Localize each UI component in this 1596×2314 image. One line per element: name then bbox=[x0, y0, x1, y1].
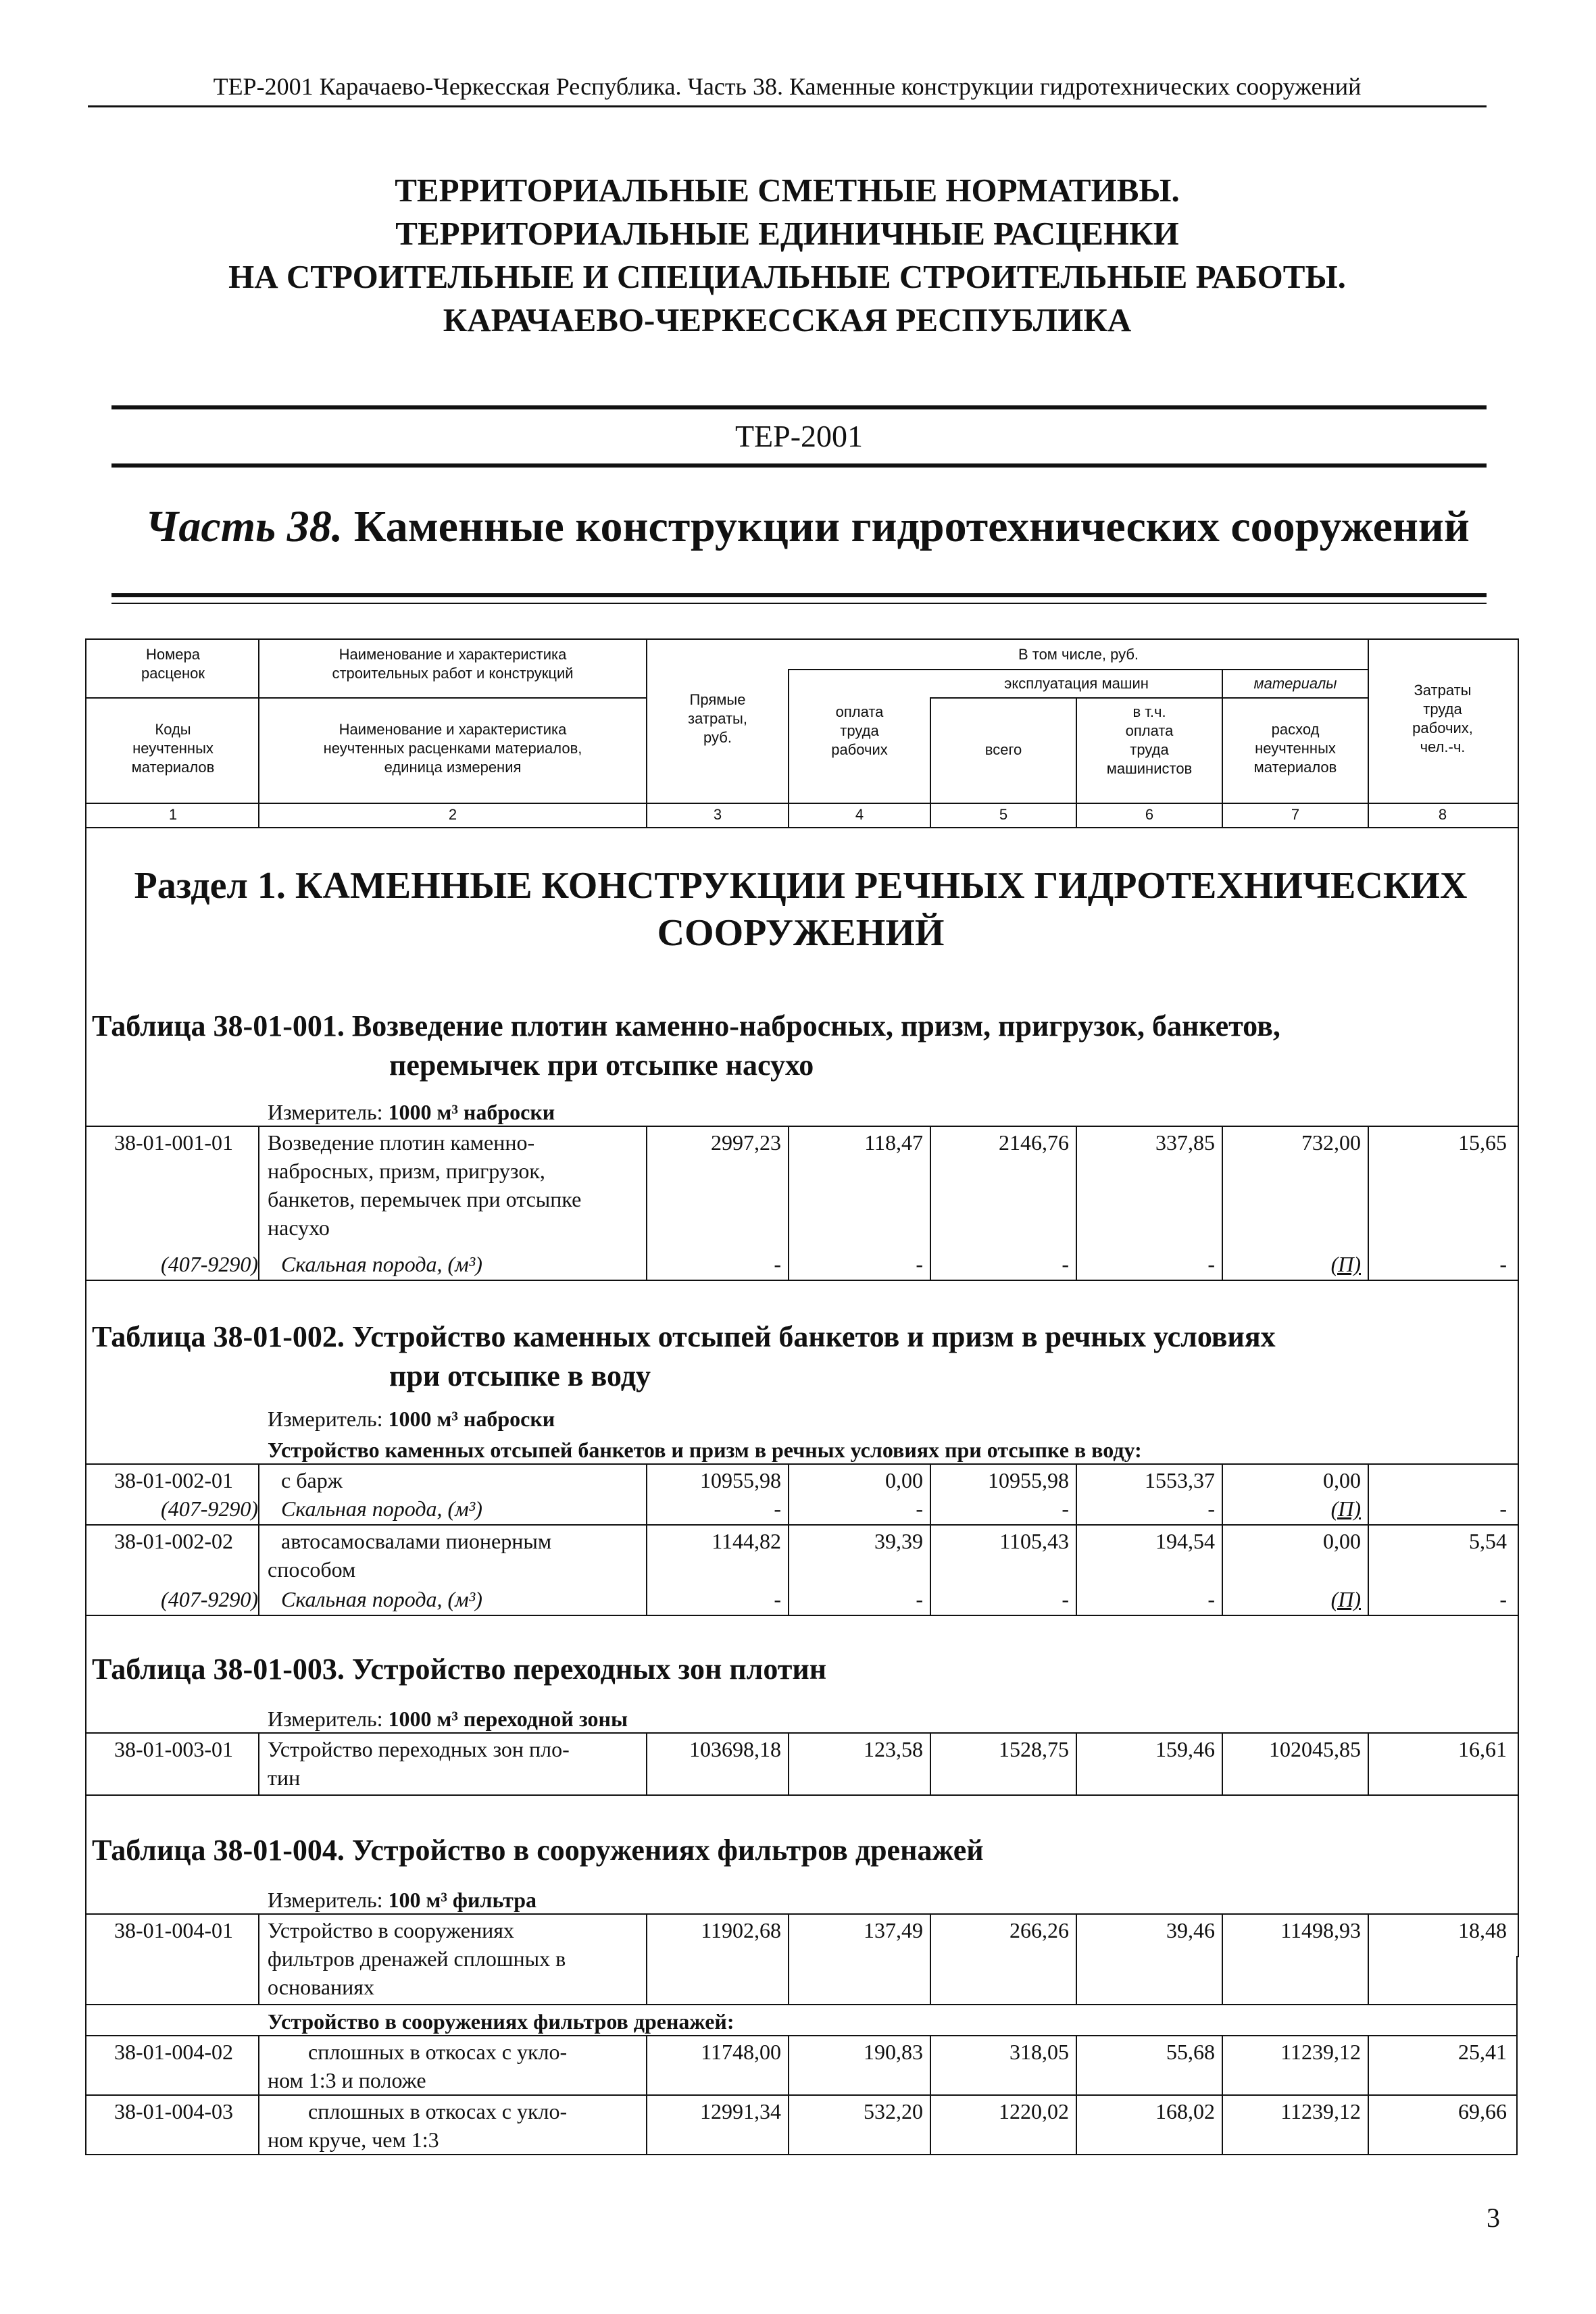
machines-total: 10955,98 bbox=[988, 1468, 1069, 1492]
rate-code: 38-01-004-01 bbox=[114, 1918, 233, 1942]
labor-hours: 18,48 bbox=[1458, 1918, 1507, 1942]
header-text: машинистов bbox=[1106, 760, 1193, 777]
materials: 11239,12 bbox=[1280, 2099, 1361, 2123]
col-line bbox=[788, 1463, 789, 1616]
table-title: Таблица 38-01-004. Устройство в сооружениях фильтров дренажей bbox=[92, 1834, 984, 1867]
row-line bbox=[85, 1126, 1518, 1127]
part-rule-thick bbox=[111, 593, 1487, 597]
header-col1-bottom bbox=[88, 720, 258, 777]
col-number: 6 bbox=[1145, 806, 1154, 823]
labor-hours: - bbox=[1499, 1252, 1507, 1276]
materials: 11498,93 bbox=[1280, 1918, 1361, 1942]
header-text: оплата bbox=[1125, 722, 1174, 739]
labor-pay: 0,00 bbox=[885, 1468, 923, 1492]
labor-pay: 190,83 bbox=[864, 2040, 923, 2064]
header-text: неучтенных расценками материалов, bbox=[323, 740, 582, 757]
header-text: материалов bbox=[131, 759, 215, 776]
labor-hours: - bbox=[1499, 1496, 1507, 1521]
direct-costs: 12991,34 bbox=[700, 2099, 781, 2123]
table-title-cont: при отсыпке в воду bbox=[389, 1359, 651, 1392]
materials: (П) bbox=[1330, 1252, 1361, 1276]
header-text: единица измерения bbox=[384, 759, 522, 776]
col-line bbox=[646, 1732, 647, 1796]
header-col8 bbox=[1369, 681, 1516, 757]
row-line bbox=[85, 1913, 1518, 1915]
col-line bbox=[1222, 1732, 1223, 1796]
header-text: Коды bbox=[155, 721, 191, 738]
work-description: сплошных в откосах с укло- bbox=[308, 2040, 568, 2064]
work-description: сплошных в откосах с укло- bbox=[308, 2099, 568, 2123]
measure-value: 1000 м³ наброски bbox=[388, 1100, 555, 1124]
material-description: Скальная порода, (м³) bbox=[281, 1587, 482, 1611]
rate-code: 38-01-004-02 bbox=[114, 2040, 233, 2064]
measure-unit bbox=[268, 1705, 628, 1732]
desc-line: основаниях bbox=[268, 1975, 374, 1999]
row-line bbox=[85, 1732, 1518, 1734]
col-line bbox=[1222, 2035, 1223, 2155]
col-line bbox=[646, 1126, 647, 1281]
work-description-cont: ном 1:3 и положе bbox=[268, 2068, 426, 2092]
measure-label: Измеритель: bbox=[268, 1100, 383, 1124]
desc-line: Возведение плотин каменно- bbox=[268, 1130, 535, 1155]
row-line bbox=[85, 1615, 1518, 1616]
header-text: строительных работ и конструкций bbox=[332, 665, 574, 682]
machines-total: 1528,75 bbox=[999, 1737, 1069, 1761]
direct-costs: 10955,98 bbox=[700, 1468, 781, 1492]
col-number: 7 bbox=[1291, 806, 1300, 823]
machinists-pay: 168,02 bbox=[1155, 2099, 1215, 2123]
header-machines-group: эксплуатация машин bbox=[1004, 675, 1149, 692]
row-line bbox=[85, 1463, 1518, 1465]
col-line bbox=[1368, 1463, 1369, 1616]
col-line bbox=[646, 2035, 647, 2155]
machinists-pay: 337,85 bbox=[1155, 1130, 1215, 1155]
col-line bbox=[930, 1463, 931, 1616]
machines-total: 1220,02 bbox=[999, 2099, 1069, 2123]
direct-costs: - bbox=[774, 1252, 781, 1276]
col-number: 4 bbox=[855, 806, 864, 823]
header-text: затраты, bbox=[688, 710, 747, 727]
col-line bbox=[1076, 1126, 1077, 1281]
machinists-pay: - bbox=[1207, 1587, 1215, 1611]
header-col3 bbox=[647, 690, 788, 747]
ter-rule-top bbox=[111, 405, 1487, 409]
col-line bbox=[930, 1126, 931, 1281]
header-col2-top bbox=[259, 645, 646, 683]
document-title bbox=[88, 169, 1487, 342]
col-line bbox=[1076, 1913, 1077, 2005]
header-text: Наименование и характеристика bbox=[339, 721, 567, 738]
col-number: 2 bbox=[448, 806, 457, 823]
labor-pay: - bbox=[916, 1496, 923, 1521]
direct-costs: 11902,68 bbox=[701, 1918, 781, 1942]
desc-line: банкетов, перемычек при отсыпке bbox=[268, 1187, 582, 1211]
rate-code: 38-01-002-02 bbox=[114, 1529, 233, 1553]
labor-hours: - bbox=[1499, 1587, 1507, 1611]
machines-total: - bbox=[1062, 1252, 1069, 1276]
material-description: Скальная порода, (м³) bbox=[281, 1496, 482, 1521]
col-line bbox=[1368, 1126, 1369, 1281]
title-line-1: ТЕРРИТОРИАЛЬНЫЕ СМЕТНЫЕ НОРМАТИВЫ. bbox=[395, 172, 1180, 209]
col-line bbox=[258, 1126, 259, 1281]
header-text: Номера bbox=[146, 646, 200, 663]
col-line bbox=[930, 2035, 931, 2155]
header-text: расценок bbox=[141, 665, 205, 682]
title-line-3: НА СТРОИТЕЛЬНЫЕ И СПЕЦИАЛЬНЫЕ СТРОИТЕЛЬНЫЕ РАБОТЫ. bbox=[228, 258, 1346, 295]
col-line bbox=[930, 1913, 931, 2005]
header-col5: всего bbox=[984, 741, 1022, 758]
row-line bbox=[85, 1524, 1518, 1526]
header-col6 bbox=[1077, 703, 1222, 778]
col-line bbox=[1222, 1913, 1223, 2005]
machines-total: - bbox=[1062, 1587, 1069, 1611]
col-line bbox=[788, 1126, 789, 1281]
rate-code: 38-01-002-01 bbox=[114, 1468, 233, 1492]
table-right-border bbox=[1516, 1956, 1518, 2155]
work-description bbox=[268, 1128, 646, 1242]
row-line bbox=[85, 2094, 1518, 2096]
header-materials-group: материалы bbox=[1253, 675, 1337, 692]
machinists-pay: 1553,37 bbox=[1145, 1468, 1215, 1492]
measure-value: 1000 м³ переходной зоны bbox=[388, 1707, 628, 1731]
machinists-pay: 194,54 bbox=[1155, 1529, 1215, 1553]
header-text: в т.ч. bbox=[1132, 703, 1166, 720]
header-text: Прямые bbox=[689, 691, 746, 708]
desc-line: набросных, призм, пригрузок, bbox=[268, 1159, 545, 1183]
work-description: автосамосвалами пионерным bbox=[281, 1529, 552, 1553]
measure-label: Измеритель: bbox=[268, 1407, 383, 1431]
col-line bbox=[1076, 1732, 1077, 1796]
col-line bbox=[646, 1913, 647, 2005]
work-description bbox=[268, 1916, 646, 2001]
col-line bbox=[1368, 1913, 1369, 2005]
header-hline-bottom bbox=[85, 803, 1518, 804]
header-numbers-bottom bbox=[85, 827, 1518, 828]
work-description-cont: ном круче, чем 1:3 bbox=[268, 2128, 439, 2152]
col-line bbox=[258, 1463, 259, 1616]
measure-unit bbox=[268, 1886, 537, 1913]
part-name: Каменные конструкции гидротехнических сооружений bbox=[353, 502, 1470, 551]
header-text: материалов bbox=[1253, 759, 1337, 776]
machines-total: 2146,76 bbox=[999, 1130, 1069, 1155]
header-text: Затраты bbox=[1414, 682, 1472, 699]
work-description-cont: тин bbox=[268, 1765, 301, 1790]
labor-pay: - bbox=[916, 1587, 923, 1611]
header-text: неучтенных bbox=[132, 740, 214, 757]
running-header: ТЕР-2001 Карачаево-Черкесская Республика. Часть 38. Каменные конструкции гидротехнических сооружений bbox=[213, 73, 1362, 100]
part-rule-thin bbox=[111, 603, 1487, 604]
header-hline-left bbox=[85, 697, 647, 699]
labor-hours: 25,41 bbox=[1458, 2040, 1507, 2064]
table-title: Таблица 38-01-001. Возведение плотин каменно-набросных, призм, пригрузок, банкетов, bbox=[92, 1009, 1280, 1042]
materials: (П) bbox=[1330, 1496, 1361, 1521]
header-text: рабочих bbox=[831, 741, 888, 758]
row-line bbox=[85, 2154, 1518, 2155]
header-text: неучтенных bbox=[1255, 740, 1336, 757]
col-line bbox=[788, 1732, 789, 1796]
direct-costs: 1144,82 bbox=[712, 1529, 781, 1553]
materials: 0,00 bbox=[1323, 1529, 1361, 1553]
part-prefix: Часть 38. bbox=[145, 502, 343, 551]
row-line bbox=[85, 2035, 1518, 2036]
subheading: Устройство каменных отсыпей банкетов и призм в речных условиях при отсыпке в воду: bbox=[268, 1438, 1142, 1462]
measure-unit bbox=[268, 1099, 555, 1126]
machines-total: 266,26 bbox=[1009, 1918, 1069, 1942]
desc-line: фильтров дренажей сплошных в bbox=[268, 1946, 566, 1971]
direct-costs: 11748,00 bbox=[701, 2040, 781, 2064]
row-line bbox=[85, 1794, 1518, 1796]
col-line bbox=[1222, 1463, 1223, 1616]
measure-unit bbox=[268, 1405, 555, 1432]
row-line bbox=[85, 1280, 1518, 1281]
labor-pay: 532,20 bbox=[864, 2099, 923, 2123]
col-line bbox=[646, 1463, 647, 1616]
subheading: Устройство в сооружениях фильтров дренажей: bbox=[268, 2009, 734, 2034]
header-text: расход bbox=[1271, 721, 1320, 738]
measure-value: 100 м³ фильтра bbox=[388, 1888, 537, 1912]
direct-costs: - bbox=[774, 1496, 781, 1521]
labor-hours: 16,61 bbox=[1458, 1737, 1507, 1761]
machines-total: - bbox=[1062, 1496, 1069, 1521]
col-line bbox=[788, 2035, 789, 2155]
machines-total: 318,05 bbox=[1009, 2040, 1069, 2064]
running-header-rule bbox=[88, 105, 1487, 107]
table-left-border bbox=[85, 1956, 86, 2155]
ter-label: ТЕР-2001 bbox=[734, 419, 864, 453]
header-text: Наименование и характеристика bbox=[339, 646, 567, 663]
header-col7 bbox=[1223, 720, 1368, 777]
header-text: руб. bbox=[703, 729, 732, 746]
col-line bbox=[258, 2035, 259, 2155]
labor-hours: 5,54 bbox=[1469, 1529, 1507, 1553]
part-title bbox=[88, 499, 1527, 555]
materials: 732,00 bbox=[1301, 1130, 1361, 1155]
header-text: труда bbox=[1130, 741, 1169, 758]
labor-pay: 123,58 bbox=[864, 1737, 923, 1761]
section-title-line: Раздел 1. КАМЕННЫЕ КОНСТРУКЦИИ РЕЧНЫХ ГИДРОТЕХНИЧЕСКИХ bbox=[134, 865, 1468, 907]
machinists-pay: - bbox=[1207, 1252, 1215, 1276]
col-number: 5 bbox=[999, 806, 1008, 823]
materials: 102045,85 bbox=[1269, 1737, 1361, 1761]
header-group: В том числе, руб. bbox=[1018, 646, 1139, 663]
col-line bbox=[1076, 2035, 1077, 2155]
table-title: Таблица 38-01-003. Устройство переходных зон плотин bbox=[92, 1653, 827, 1686]
labor-hours: 69,66 bbox=[1458, 2099, 1507, 2123]
measure-label: Измеритель: bbox=[268, 1888, 383, 1912]
materials: 0,00 bbox=[1323, 1468, 1361, 1492]
desc-line: Устройство в сооружениях bbox=[268, 1918, 514, 1942]
header-col2-bottom bbox=[259, 720, 646, 777]
labor-pay: - bbox=[916, 1252, 923, 1276]
rate-code: 38-01-001-01 bbox=[114, 1130, 233, 1155]
work-description: Устройство переходных зон пло- bbox=[268, 1737, 570, 1761]
col-number: 8 bbox=[1438, 806, 1447, 823]
col-line bbox=[788, 1913, 789, 2005]
section-title bbox=[88, 862, 1514, 957]
work-description: с барж bbox=[281, 1468, 343, 1492]
title-line-4: КАРАЧАЕВО-ЧЕРКЕССКАЯ РЕСПУБЛИКА bbox=[443, 301, 1132, 338]
header-col1-top bbox=[88, 645, 258, 683]
materials: 11239,12 bbox=[1280, 2040, 1361, 2064]
col-line bbox=[930, 1732, 931, 1796]
work-description-cont: способом bbox=[268, 1557, 356, 1582]
labor-pay: 39,39 bbox=[874, 1529, 923, 1553]
header-text: труда bbox=[1423, 701, 1462, 718]
direct-costs: - bbox=[774, 1587, 781, 1611]
desc-line: насухо bbox=[268, 1215, 330, 1240]
col-line bbox=[1222, 1126, 1223, 1281]
ter-rule-bottom bbox=[111, 463, 1487, 468]
material-code: (407-9290) bbox=[161, 1587, 258, 1611]
machinists-pay: 159,46 bbox=[1155, 1737, 1215, 1761]
material-code: (407-9290) bbox=[161, 1252, 258, 1276]
machinists-pay: 39,46 bbox=[1166, 1918, 1215, 1942]
labor-pay: 118,47 bbox=[864, 1130, 923, 1155]
material-description: Скальная порода, (м³) bbox=[281, 1252, 482, 1276]
table-title: Таблица 38-01-002. Устройство каменных отсыпей банкетов и призм в речных условиях bbox=[92, 1320, 1276, 1353]
header-text: оплата bbox=[835, 703, 884, 720]
header-text: труда bbox=[840, 722, 879, 739]
material-code: (407-9290) bbox=[161, 1496, 258, 1521]
page-number: 3 bbox=[1487, 2203, 1500, 2233]
header-text: рабочих, bbox=[1412, 720, 1473, 736]
col-line bbox=[258, 1732, 259, 1796]
section-title-line: СООРУЖЕНИЙ bbox=[657, 912, 945, 954]
rate-code: 38-01-004-03 bbox=[114, 2099, 233, 2123]
header-hline-group bbox=[788, 669, 1369, 670]
materials: (П) bbox=[1330, 1587, 1361, 1611]
rate-code: 38-01-003-01 bbox=[114, 1737, 233, 1761]
machines-total: 1105,43 bbox=[999, 1529, 1069, 1553]
labor-hours: 15,65 bbox=[1458, 1130, 1507, 1155]
col-line bbox=[1368, 1732, 1369, 1796]
title-line-2: ТЕРРИТОРИАЛЬНЫЕ ЕДИНИЧНЫЕ РАСЦЕНКИ bbox=[395, 215, 1179, 252]
col-line bbox=[1368, 2035, 1369, 2155]
machinists-pay: - bbox=[1207, 1496, 1215, 1521]
machinists-pay: 55,68 bbox=[1166, 2040, 1215, 2064]
direct-costs: 103698,18 bbox=[689, 1737, 781, 1761]
measure-label: Измеритель: bbox=[268, 1707, 383, 1731]
row-line bbox=[85, 2004, 1518, 2005]
measure-value: 1000 м³ наброски bbox=[388, 1407, 555, 1431]
labor-pay: 137,49 bbox=[864, 1918, 923, 1942]
col-number: 1 bbox=[168, 806, 178, 823]
header-col4 bbox=[789, 703, 930, 759]
header-text: чел.-ч. bbox=[1420, 738, 1466, 755]
col-line bbox=[258, 1913, 259, 2005]
table-title-cont: перемычек при отсыпке насухо bbox=[389, 1049, 814, 1082]
col-line bbox=[1076, 1463, 1077, 1616]
direct-costs: 2997,23 bbox=[711, 1130, 781, 1155]
header-hline-sub bbox=[930, 697, 1369, 699]
col-number: 3 bbox=[713, 806, 722, 823]
